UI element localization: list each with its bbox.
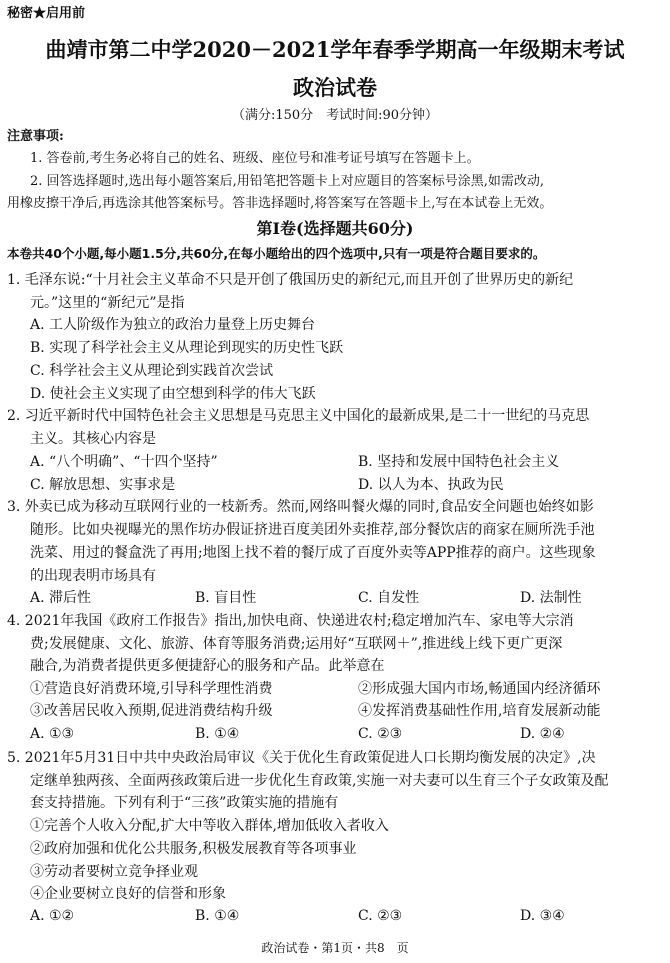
- question-2-option-d: D. 以人为本、执政为民: [358, 477, 504, 493]
- question-4-statement-3: ③改善居民收入预期,促进消费结构升级: [30, 703, 273, 719]
- question-4-option-a: A. ①③: [30, 726, 75, 742]
- question-3-option-d: D. 法制性: [520, 590, 582, 606]
- question-3-stem-cont-1: 随形。比如央视曝光的黑作坊办假证挤进百度美团外卖推荐,部分餐饮店的商家在厕所洗手池: [30, 522, 595, 538]
- question-5-option-b: B. ①④: [195, 908, 240, 924]
- exam-info: （满分:150分 考试时间:90分钟）: [231, 108, 439, 123]
- question-4-statement-4: ④发挥消费基础性作用,培育发展新动能: [358, 703, 601, 719]
- question-4-stem-cont-1: 费;发展健康、文化、旅游、体育等服务消费;运用好“互联网＋”,推进线上线下更广更深: [30, 636, 563, 652]
- question-4-stem: 4. 2021年我国《政府工作报告》指出,加快电商、快递进农村;稳定增加汽车、家电等大宗消: [7, 613, 574, 629]
- note-item-1: 1. 答卷前,考生务必将自己的姓名、班级、座位号和准考证号填写在答题卡上。: [30, 151, 480, 166]
- question-3-option-c: C. 自发性: [358, 590, 420, 606]
- question-2-option-c: C. 解放思想、实事求是: [30, 477, 176, 493]
- question-5-statement-2: ②政府加强和优化公共服务,积极发展教育等各项事业: [30, 841, 357, 857]
- question-1-option-b: B. 实现了科学社会主义从理论到现实的历史性飞跃: [30, 340, 344, 356]
- page-footer: 政治试卷・第1页・共8 页: [261, 941, 409, 955]
- question-4-statement-2: ②形成强大国内市场,畅通国内经济循环: [358, 681, 601, 697]
- question-5-option-d: D. ③④: [520, 908, 565, 924]
- question-2-stem: 2. 习近平新时代中国特色社会主义思想是马克思主义中国化的最新成果,是二十一世纪的马克思: [7, 408, 590, 424]
- question-5-stem-cont-2: 套支持措施。下列有利于“三孩”政策实施的措施有: [30, 795, 339, 811]
- exam-subject-title: 政治试卷: [293, 75, 377, 100]
- question-1-option-d: D. 使社会主义实现了由空想到科学的伟大飞跃: [30, 386, 316, 402]
- question-4-option-d: D. ②④: [520, 726, 565, 742]
- question-4-statement-1: ①营造良好消费环境,引导科学理性消费: [30, 681, 273, 697]
- question-5-statement-3: ③劳动者要树立竞争择业观: [30, 864, 198, 880]
- exam-title: 曲靖市第二中学2020－2021学年春季学期高一年级期末考试: [45, 37, 625, 62]
- question-5-statement-1: ①完善个人收入分配,扩大中等收入群体,增加低收入者收入: [30, 818, 389, 834]
- question-5-statement-4: ④企业要树立良好的信誉和形象: [30, 886, 226, 902]
- note-item-2-cont: 用橡皮擦干净后,再选涂其他答案标号。答非选择题时,将答案写在答题卡上,写在本试卷上无效。: [7, 196, 553, 211]
- question-5-stem-cont-1: 定继单独两孩、全面两孩政策后进一步优化生育政策,实施一对夫妻可以生育三个子女政策及配: [30, 773, 609, 789]
- question-1-stem-cont: 元。”这里的“新纪元”是指: [30, 295, 185, 311]
- question-3-option-a: A. 滞后性: [30, 590, 92, 606]
- question-4-option-c: C. ②③: [358, 726, 403, 742]
- question-4-stem-cont-2: 融合,为消费者提供更多便捷舒心的服务和产品。此举意在: [30, 658, 385, 674]
- question-2-option-b: B. 坚持和发展中国特色社会主义: [358, 454, 560, 470]
- section-heading: 第Ⅰ卷(选择题共60分): [256, 219, 414, 238]
- question-5-option-a: A. ①②: [30, 908, 75, 924]
- question-3-stem: 3. 外卖已成为移动互联网行业的一枝新秀。然而,网络叫餐火爆的同时,食品安全问题也始终如影: [7, 499, 594, 515]
- question-3-stem-cont-3: 的出现表明市场具有: [30, 568, 156, 584]
- question-4-option-b: B. ①④: [195, 726, 240, 742]
- question-2-option-a: A. “八个明确”、“十四个坚持”: [30, 454, 218, 470]
- section-intro: 本卷共40个小题,每小题1.5分,共60分,在每小题给出的四个选项中,只有一项是符合题目要求的。: [7, 246, 546, 261]
- question-1-option-a: A. 工人阶级作为独立的政治力量登上历史舞台: [30, 317, 316, 333]
- question-5-stem: 5. 2021年5月31日中共中央政治局审议《关于优化生育政策促进人口长期均衡发展的决定》,决: [7, 750, 596, 766]
- notes-heading: 注意事项:: [7, 129, 64, 144]
- question-2-stem-cont: 主义。其核心内容是: [30, 431, 156, 447]
- question-3-option-b: B. 盲目性: [195, 590, 257, 606]
- question-3-stem-cont-2: 洗菜、用过的餐盒洗了再用;地图上找不着的餐厅成了百度外卖等APP推荐的商户。这些现象: [30, 545, 596, 561]
- confidential-label: 秘密★启用前: [7, 6, 86, 21]
- question-1-option-c: C. 科学社会主义从理论到实践首次尝试: [30, 363, 274, 379]
- question-1-stem: 1. 毛泽东说:“十月社会主义革命不只是开创了俄国历史的新纪元,而且开创了世界历史的新纪: [7, 272, 574, 288]
- question-5-option-c: C. ②③: [358, 908, 403, 924]
- note-item-2: 2. 回答选择题时,选出每小题答案后,用铅笔把答题卡上对应题目的答案标号涂黑,如需改动,: [30, 174, 545, 189]
